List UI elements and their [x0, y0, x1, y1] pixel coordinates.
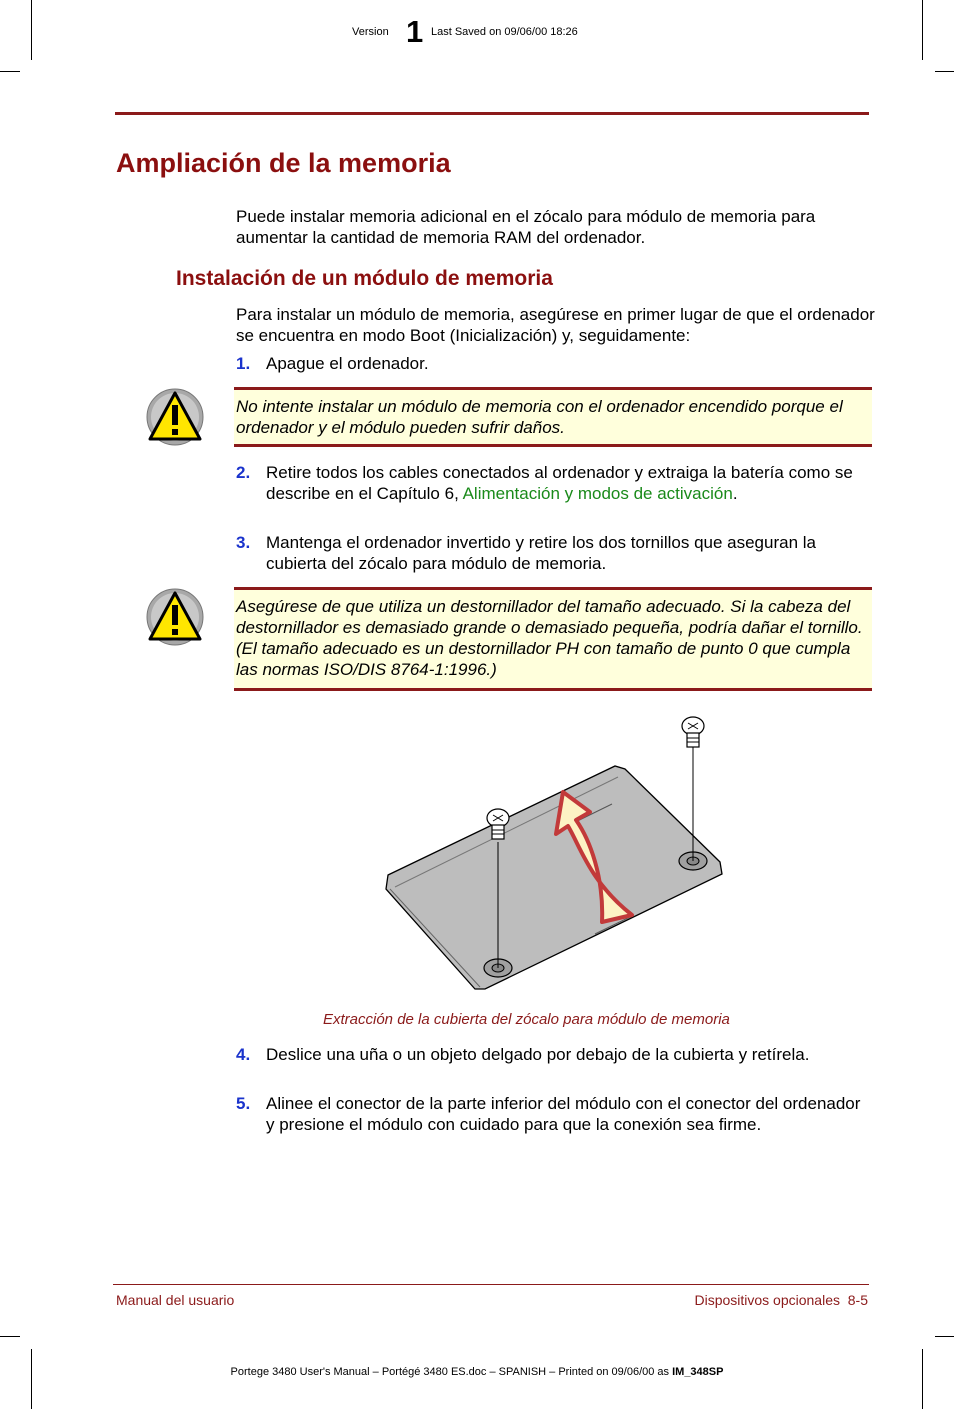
version-label: Version — [352, 26, 389, 38]
cover-plate — [386, 766, 722, 989]
print-note — [0, 1366, 954, 1378]
warning-box — [234, 387, 872, 447]
crop-mark — [935, 1336, 954, 1337]
warning-box — [234, 587, 872, 691]
step-text: Mantenga el ordenador invertido y retire los dos tornillos que aseguran la cubierta del zócalo para módulo de memoria. — [266, 533, 816, 573]
crop-mark — [922, 1349, 923, 1409]
crop-mark — [922, 0, 923, 60]
step-item — [236, 532, 876, 576]
memory-cover-illustration — [380, 712, 730, 997]
print-note-text: Portege 3480 User's Manual – Portégé 3480 ES.doc – SPANISH – Printed on 09/06/00 as — [230, 1366, 673, 1378]
step-item — [236, 353, 876, 375]
footer-right: Dispositivos opcionales 8-5 — [694, 1292, 868, 1308]
step-text: Deslice una uña o un objeto delgado por debajo de la cubierta y retírela. — [266, 1045, 810, 1064]
step-text-tail: . — [732, 484, 738, 503]
crop-mark — [0, 71, 20, 72]
footer-left: Manual del usuario — [116, 1292, 235, 1308]
caution-icon — [145, 587, 205, 647]
step-text — [266, 462, 866, 504]
screw-icon — [682, 717, 704, 747]
step-number: 1. — [236, 354, 251, 373]
step-item — [236, 1044, 876, 1088]
intro-paragraph: Puede instalar memoria adicional en el zócalo para módulo de memoria para aumentar la cantidad de memoria RAM del ordenador. — [236, 207, 816, 247]
step-item — [236, 462, 876, 526]
crop-mark — [31, 1349, 32, 1409]
caution-icon — [145, 387, 205, 447]
section-title: Ampliación de la memoria — [116, 148, 451, 178]
figure-caption: Extracción de la cubierta del zócalo para módulo de memoria — [323, 1011, 730, 1028]
step-number: 2. — [236, 463, 251, 482]
sub-intro-paragraph: Para instalar un módulo de memoria, asegúrese en primer lugar de que el ordenador se encuentra en modo Boot (Inicialización) y, seguidamente: — [236, 305, 875, 345]
crop-mark — [0, 1336, 20, 1337]
last-saved: Last Saved on 09/06/00 18:26 — [431, 26, 578, 38]
step-text-lead: Retire todos los cables conectados al ordenador y extraiga la batería como se describe en el Capítulo 6, — [266, 463, 853, 503]
version-number: 1 — [406, 14, 424, 49]
step-number: 4. — [236, 1045, 251, 1064]
top-rule — [115, 112, 869, 115]
footer-rule — [113, 1284, 869, 1285]
print-note-code: IM_348SP — [672, 1366, 724, 1378]
step-number: 3. — [236, 533, 251, 552]
subsection-title: Instalación de un módulo de memoria — [176, 267, 553, 290]
warning-text: No intente instalar un módulo de memoria con el ordenador encendido porque el ordenador y el módulo pueden sufrir daños. — [236, 397, 843, 437]
step-text: Apague el ordenador. — [266, 354, 429, 373]
step-item — [236, 1093, 876, 1157]
step-text: Alinee el conector de la parte inferior del módulo con el conector del ordenador y presione el módulo con cuidado para que la conexión sea firme. — [266, 1094, 861, 1134]
chapter-link[interactable]: Alimentación y modos de activación — [462, 484, 733, 503]
crop-mark — [935, 71, 954, 72]
warning-text: Asegúrese de que utiliza un destornillador del tamaño adecuado. Si la cabeza del destornillador es demasiado grande o demasiado pequeña, podría dañar el tornillo. (El tamaño adecuado es un destornillador PH con tamaño de punto 0 que cumpla las normas ISO/DIS 8764-1:1996.) — [236, 597, 863, 679]
crop-mark — [31, 0, 32, 60]
step-number: 5. — [236, 1094, 251, 1113]
